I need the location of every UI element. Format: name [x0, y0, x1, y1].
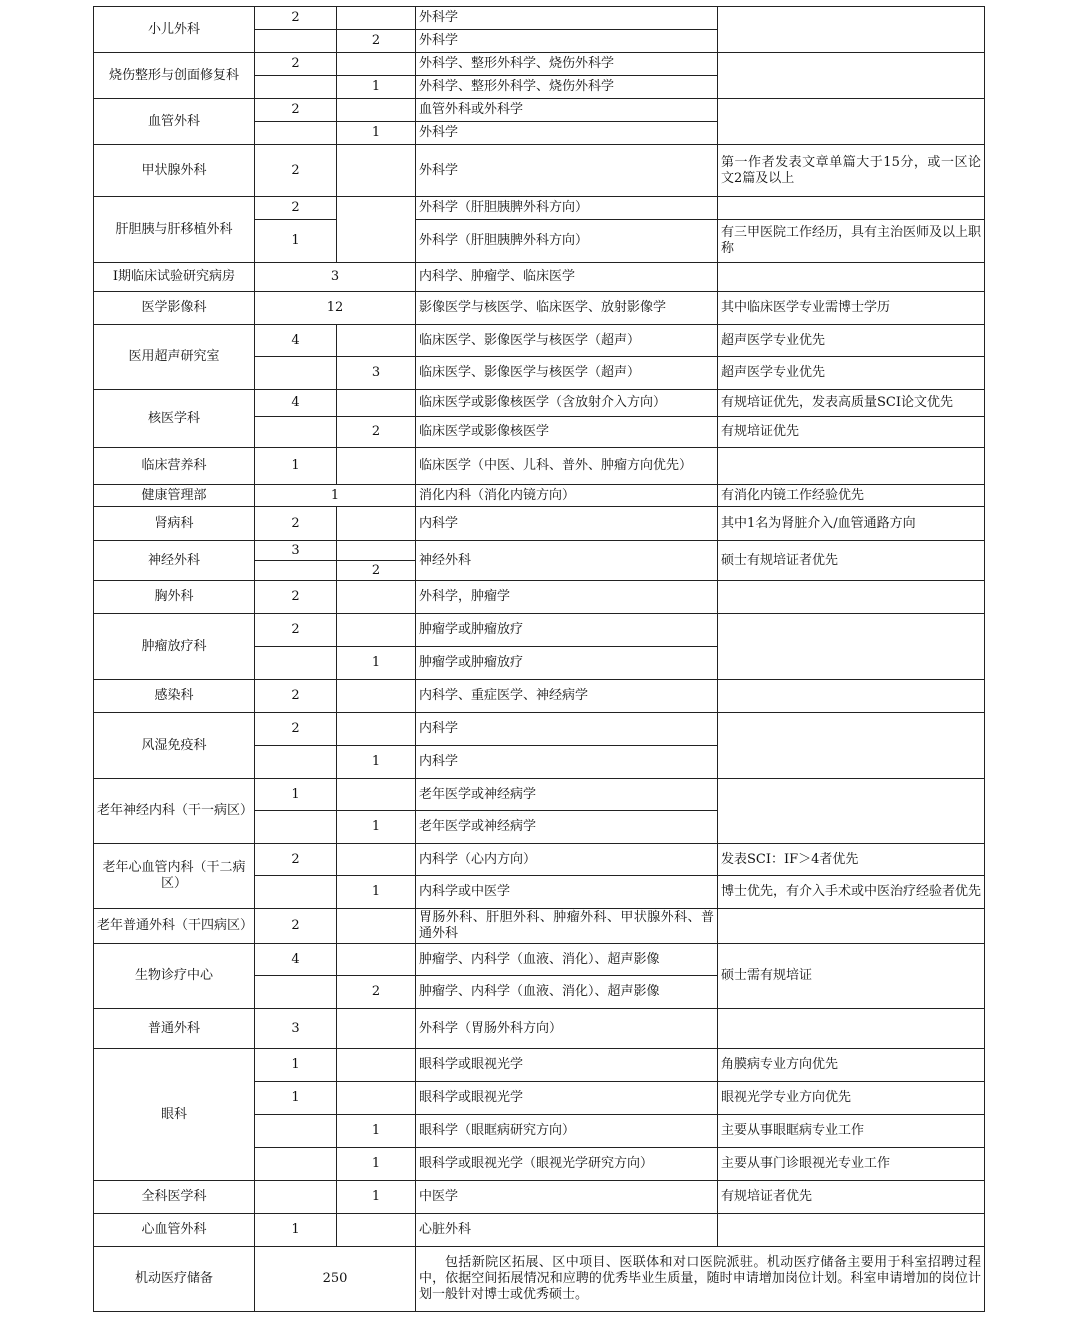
major-cell: 外科学，肿瘤学 [416, 581, 718, 614]
note-cell: 有规培证优先，发表高质量SCI论文优先 [718, 390, 985, 417]
note-cell: 发表SCI：IF＞4者优先 [718, 844, 985, 876]
department-cell: 机动医疗储备 [94, 1247, 255, 1312]
department-cell: 全科医学科 [94, 1181, 255, 1214]
count-cell: 12 [255, 292, 416, 325]
major-cell: 内科学（心内方向） [416, 844, 718, 876]
count-cell: 2 [255, 581, 337, 614]
note-cell: 主要从事门诊眼视光专业工作 [718, 1148, 985, 1181]
major-cell: 肿瘤学或肿瘤放疗 [416, 614, 718, 647]
count-cell: 2 [255, 197, 337, 220]
count-cell [337, 581, 416, 614]
count-cell: 1 [337, 1115, 416, 1148]
note-cell [718, 263, 985, 292]
table-row [94, 1009, 985, 1049]
table-row [94, 507, 985, 541]
count-cell [337, 779, 416, 811]
note-cell [718, 713, 985, 779]
table-row [94, 99, 985, 122]
department-cell: 感染科 [94, 680, 255, 713]
major-cell: 肿瘤学、内科学（血液、消化）、超声影像 [416, 944, 718, 976]
count-cell: 2 [255, 507, 337, 541]
major-cell: 外科学（胃肠外科方向） [416, 1009, 718, 1049]
major-cell: 心脏外科 [416, 1214, 718, 1247]
department-cell: 医学影像科 [94, 292, 255, 325]
department-cell: 烧伤整形与创面修复科 [94, 53, 255, 99]
major-cell: 眼科学（眼眶病研究方向） [416, 1115, 718, 1148]
count-cell: 1 [255, 220, 337, 263]
count-cell: 250 [255, 1247, 416, 1312]
major-cell: 临床医学、影像医学与核医学（超声） [416, 357, 718, 390]
count-cell: 1 [337, 1148, 416, 1181]
count-cell [337, 614, 416, 647]
department-cell: 核医学科 [94, 390, 255, 448]
count-cell: 1 [255, 485, 416, 507]
count-cell [337, 53, 416, 76]
note-cell: 有消化内镜工作经验优先 [718, 485, 985, 507]
count-cell: 1 [337, 647, 416, 680]
table-row [94, 263, 985, 292]
count-cell [337, 99, 416, 122]
major-cell: 外科学（肝胆胰脾外科方向） [416, 220, 718, 263]
department-cell: 眼科 [94, 1049, 255, 1181]
department-cell: 普通外科 [94, 1009, 255, 1049]
department-cell: 生物诊疗中心 [94, 944, 255, 1009]
major-cell: 老年医学或神经病学 [416, 811, 718, 844]
count-cell: 2 [255, 713, 337, 746]
major-cell: 外科学、整形外科学、烧伤外科学 [416, 76, 718, 99]
count-cell: 1 [337, 122, 416, 145]
note-cell: 有三甲医院工作经历，具有主治医师及以上职称 [718, 220, 985, 263]
table-row [94, 844, 985, 876]
major-cell: 外科学、整形外科学、烧伤外科学 [416, 53, 718, 76]
note-cell [718, 1009, 985, 1049]
major-cell: 消化内科（消化内镜方向） [416, 485, 718, 507]
department-cell: 小儿外科 [94, 7, 255, 53]
count-cell [337, 507, 416, 541]
count-cell: 1 [337, 876, 416, 909]
table-row [94, 1247, 985, 1312]
count-cell: 2 [337, 561, 416, 581]
count-cell [337, 1214, 416, 1247]
major-cell: 内科学、重症医学、神经病学 [416, 680, 718, 713]
count-cell [255, 876, 337, 909]
department-cell: 胸外科 [94, 581, 255, 614]
table-row [94, 581, 985, 614]
count-cell [337, 1082, 416, 1115]
count-cell: 2 [337, 30, 416, 53]
major-cell: 眼科学或眼视光学 [416, 1049, 718, 1082]
count-cell: 1 [337, 746, 416, 779]
department-cell: Ⅰ期临床试验研究病房 [94, 263, 255, 292]
major-cell: 临床医学、影像医学与核医学（超声） [416, 325, 718, 357]
department-cell: 医用超声研究室 [94, 325, 255, 390]
count-cell [337, 390, 416, 417]
table-row [94, 680, 985, 713]
count-cell [255, 1115, 337, 1148]
note-cell: 第一作者发表文章单篇大于15分，或一区论文2篇及以上 [718, 145, 985, 197]
count-cell: 4 [255, 944, 337, 976]
note-cell [718, 448, 985, 485]
major-cell: 外科学 [416, 145, 718, 197]
note-cell: 博士优先，有介入手术或中医治疗经验者优先 [718, 876, 985, 909]
count-cell [337, 1049, 416, 1082]
table-row [94, 541, 985, 561]
table-row [94, 614, 985, 647]
table-row [94, 1049, 985, 1082]
note-cell [718, 581, 985, 614]
department-cell: 老年神经内科（干一病区） [94, 779, 255, 844]
count-cell: 2 [255, 614, 337, 647]
table-row [94, 944, 985, 976]
count-cell [255, 122, 337, 145]
major-cell: 影像医学与核医学、临床医学、放射影像学 [416, 292, 718, 325]
count-cell: 2 [255, 99, 337, 122]
note-cell: 有规培证者优先 [718, 1181, 985, 1214]
table-row [94, 1181, 985, 1214]
department-cell: 健康管理部 [94, 485, 255, 507]
note-cell [718, 7, 985, 53]
count-cell [255, 746, 337, 779]
major-cell: 眼科学或眼视光学（眼视光学研究方向） [416, 1148, 718, 1181]
note-cell: 有规培证优先 [718, 417, 985, 448]
department-cell: 老年普通外科（干四病区） [94, 909, 255, 944]
count-cell [337, 448, 416, 485]
count-cell: 1 [337, 1181, 416, 1214]
department-cell: 甲状腺外科 [94, 145, 255, 197]
count-cell: 2 [337, 417, 416, 448]
major-cell: 外科学 [416, 30, 718, 53]
table-row [94, 713, 985, 746]
count-cell [337, 680, 416, 713]
note-cell [718, 779, 985, 844]
count-cell: 1 [337, 811, 416, 844]
major-cell: 血管外科或外科学 [416, 99, 718, 122]
count-cell: 1 [255, 1082, 337, 1115]
major-cell: 外科学（肝胆胰脾外科方向） [416, 197, 718, 220]
major-cell: 眼科学或眼视光学 [416, 1082, 718, 1115]
table-row [94, 145, 985, 197]
count-cell: 2 [337, 976, 416, 1009]
note-cell: 硕士有规培证者优先 [718, 541, 985, 581]
count-cell: 2 [255, 909, 337, 944]
table-row [94, 909, 985, 944]
count-cell [255, 1181, 337, 1214]
major-cell: 中医学 [416, 1181, 718, 1214]
table-row [94, 53, 985, 76]
department-cell: 神经外科 [94, 541, 255, 581]
table-row [94, 1214, 985, 1247]
count-cell [337, 713, 416, 746]
count-cell: 1 [337, 76, 416, 99]
note-cell [718, 614, 985, 680]
count-cell: 1 [255, 448, 337, 485]
count-cell: 2 [255, 145, 337, 197]
count-cell: 2 [255, 53, 337, 76]
count-cell: 2 [255, 844, 337, 876]
count-cell [255, 647, 337, 680]
table-row [94, 325, 985, 357]
note-cell [718, 99, 985, 145]
table-row [94, 197, 985, 220]
department-cell: 肾病科 [94, 507, 255, 541]
note-cell [718, 680, 985, 713]
table-row [94, 292, 985, 325]
count-cell: 3 [255, 1009, 337, 1049]
major-cell: 临床医学（中医、儿科、普外、肿瘤方向优先） [416, 448, 718, 485]
note-cell [718, 197, 985, 220]
table-row [94, 448, 985, 485]
department-cell: 肿瘤放疗科 [94, 614, 255, 680]
count-cell [337, 944, 416, 976]
major-cell: 内科学 [416, 746, 718, 779]
note-cell: 硕士需有规培证 [718, 944, 985, 1009]
department-cell: 风湿免疫科 [94, 713, 255, 779]
count-cell [255, 561, 337, 581]
count-cell [337, 1009, 416, 1049]
count-cell: 3 [337, 357, 416, 390]
recruitment-table [93, 6, 985, 1312]
reserve-description: 包括新院区拓展、区中项目、医联体和对口医院派驻。机动医疗储备主要用于科室招聘过程中，依据空间拓展情况和应聘的优秀毕业生质量，随时申请增加岗位计划。科室申请增加的岗位计划一般针对博士或优秀硕士。 [416, 1247, 985, 1312]
note-cell: 超声医学专业优先 [718, 357, 985, 390]
count-cell [255, 1148, 337, 1181]
major-cell: 神经外科 [416, 541, 718, 581]
major-cell: 肿瘤学或肿瘤放疗 [416, 647, 718, 680]
major-cell: 内科学或中医学 [416, 876, 718, 909]
table-row [94, 7, 985, 30]
count-cell [337, 145, 416, 197]
count-cell [337, 909, 416, 944]
note-cell [718, 909, 985, 944]
count-cell [337, 197, 416, 263]
count-cell: 4 [255, 325, 337, 357]
count-cell: 1 [255, 1214, 337, 1247]
department-cell: 临床营养科 [94, 448, 255, 485]
note-cell [718, 53, 985, 99]
major-cell: 外科学 [416, 122, 718, 145]
major-cell: 临床医学或影像核医学 [416, 417, 718, 448]
major-cell: 临床医学或影像核医学（含放射介入方向） [416, 390, 718, 417]
department-cell: 老年心血管内科（干二病区） [94, 844, 255, 909]
department-cell: 肝胆胰与肝移植外科 [94, 197, 255, 263]
count-cell [337, 541, 416, 561]
count-cell [337, 325, 416, 357]
table-row [94, 779, 985, 811]
count-cell [337, 7, 416, 30]
department-cell: 心血管外科 [94, 1214, 255, 1247]
count-cell: 1 [255, 779, 337, 811]
note-cell [718, 1214, 985, 1247]
department-cell: 血管外科 [94, 99, 255, 145]
major-cell: 老年医学或神经病学 [416, 779, 718, 811]
count-cell [255, 76, 337, 99]
count-cell: 3 [255, 263, 416, 292]
note-cell: 眼视光学专业方向优先 [718, 1082, 985, 1115]
count-cell: 4 [255, 390, 337, 417]
table-row [94, 390, 985, 417]
major-cell: 肿瘤学、内科学（血液、消化）、超声影像 [416, 976, 718, 1009]
note-cell: 其中1名为肾脏介入/血管通路方向 [718, 507, 985, 541]
note-cell: 角膜病专业方向优先 [718, 1049, 985, 1082]
count-cell: 1 [255, 1049, 337, 1082]
major-cell: 内科学、肿瘤学、临床医学 [416, 263, 718, 292]
note-cell: 超声医学专业优先 [718, 325, 985, 357]
count-cell [255, 30, 337, 53]
note-cell: 主要从事眼眶病专业工作 [718, 1115, 985, 1148]
count-cell: 2 [255, 680, 337, 713]
major-cell: 外科学 [416, 7, 718, 30]
count-cell [255, 357, 337, 390]
count-cell [255, 417, 337, 448]
count-cell [255, 811, 337, 844]
count-cell: 2 [255, 7, 337, 30]
count-cell: 3 [255, 541, 337, 561]
major-cell: 内科学 [416, 713, 718, 746]
note-cell: 其中临床医学专业需博士学历 [718, 292, 985, 325]
major-cell: 内科学 [416, 507, 718, 541]
table-row [94, 485, 985, 507]
count-cell [337, 844, 416, 876]
count-cell [255, 976, 337, 1009]
major-cell: 胃肠外科、肝胆外科、肿瘤外科、甲状腺外科、普通外科 [416, 909, 718, 944]
